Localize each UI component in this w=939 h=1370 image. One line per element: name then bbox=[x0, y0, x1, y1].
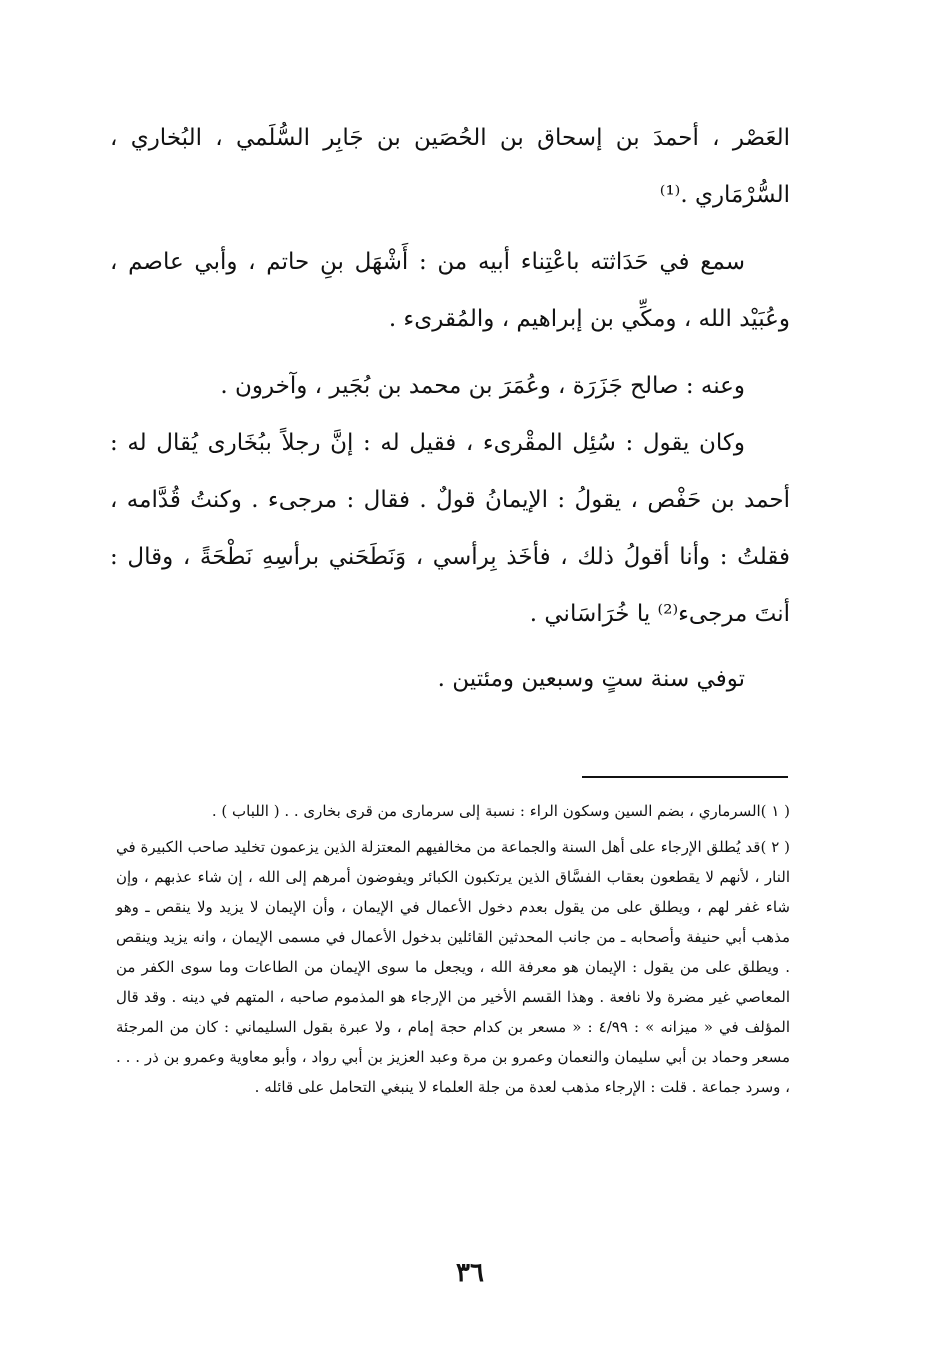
paragraph-students: وعنه : صالح جَزَرَة ، وعُمَرَ بن محمد بن بُجَير ، وآخرون . bbox=[220, 373, 745, 399]
footnotes-block bbox=[116, 796, 790, 1102]
paragraph-death: توفي سنة ستٍ وسبعين ومئتين . bbox=[437, 666, 745, 692]
paragraph-biography: العَصْر ، أحمدَ بن إسحاق بن الحُصَين بن جَابِر السُّلَمي ، البُخاري ، السُّرْمَاري .⁽¹⁾ bbox=[110, 125, 790, 208]
paragraph-teachers: سمع في حَدَاثته باعْتِناء أبيه من : أَشْهَل بنِ حاتم ، وأبي عاصم ، وعُبَيْد الله ، ومكِّي بن إبراهيم ، والمُقرىء . bbox=[110, 249, 790, 332]
paragraph-anecdote: وكان يقول : سُئِل المقْرىء ، فقيل له : إنَّ رجلاً ببُخَارى يُقال له : أحمد بن حَفْص ، يقولُ : الإيمانُ قولٌ . فقال : مرجىء . وكنتُ قُدَّامه ، فقلتُ : وأنا أقولُ ذلك ، فأخَذ بِرأسي ، وَنَطَحَني برأسِهِ نَطْحَةً ، وقال : أنتَ مرجىء⁽²⁾ يا خُرَاسَاني . bbox=[110, 430, 790, 627]
page-number: ٣٦ bbox=[456, 1258, 484, 1288]
main-text-block bbox=[110, 110, 790, 708]
footnote-separator-line bbox=[582, 776, 788, 778]
footnote-1: ( ١ )السرماري ، بضم السين وسكون الراء : نسبة إلى سرمارى من قرى بخارى . . ( اللباب ) . bbox=[211, 802, 790, 820]
footnote-2: ( ٢ )قد يُطلق الإرجاء على أهل السنة والجماعة من مخالفيهم المعتزلة الذين يزعمون تخليد صاحب الكبيرة في النار ، لأنهم لا يقطعون بعقاب الفسَّاق الذين يرتكبون الكبائر ويفوضون أمرهم إلى الله ، إن شاء عذبهم ، وإن شاء غفر لهم ، ويطلق على من يقول بعدم دخول الأعمال في الإيمان ، وأن الإيمان لا يزيد ولا ينقص ـ وهو مذهب أبي حنيفة وأصحابه ـ من جانب المحدثين القائلين بدخول الأعمال في مسمى الإيمان ، وانه يزيد وينقص . ويطلق على من يقول : الإيمان هو معرفة الله ، ويجعل ما سوى الإيمان من الطاعات وما سوى الكفر من المعاصي غير مضرة ولا نافعة . وهذا القسم الأخير من الإرجاء هو المذموم صاحبه ، المتهم في دينه . وقد قال المؤلف في « ميزانه » : ٤/٩٩ : « مسعر بن كدام حجة إمام ، ولا عبرة بقول السليماني : كان من المرجئة مسعر وحماد بن أبي سليمان والنعمان وعمرو بن مرة وعبد العزيز بن أبي رواد ، وأبو معاوية وعمرو بن ذر . . . ، وسرد جماعة . قلت : الإرجاء مذهب لعدة من جلة العلماء لا ينبغي التحامل على قائله . bbox=[116, 838, 790, 1096]
